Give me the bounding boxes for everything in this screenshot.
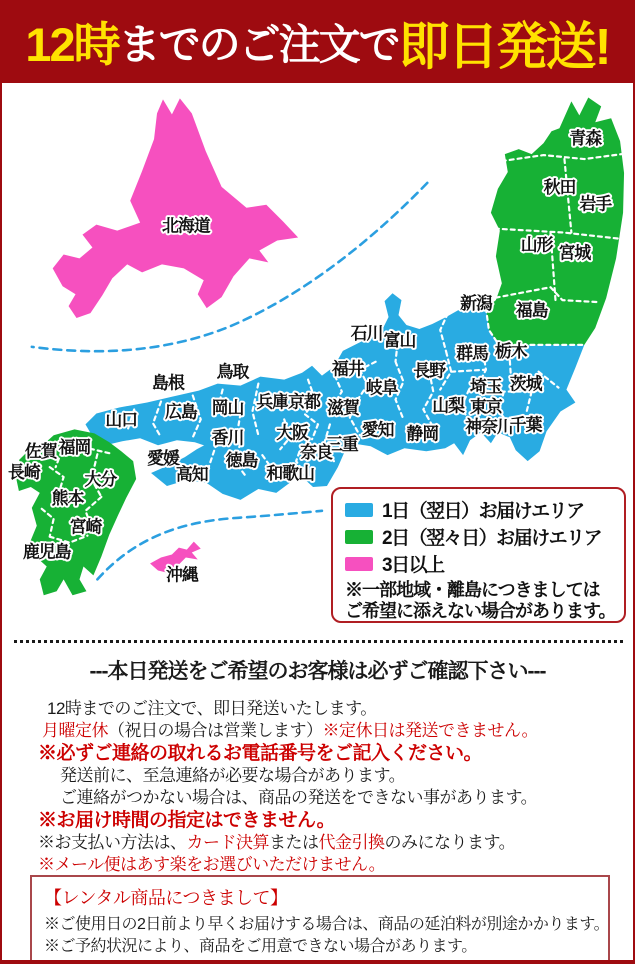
notice-text-segment: カード決算: [186, 833, 269, 852]
prefecture-label: 和歌山: [266, 464, 315, 484]
prefecture-label: 長崎: [7, 463, 40, 483]
banner-deadline-text: 12時: [25, 18, 119, 71]
prefecture-label: 奈良: [300, 443, 332, 463]
notice-text-segment: ご連絡がつかない場合は、商品の発送をできない事があります。: [60, 788, 538, 807]
notice-line: [38, 832, 626, 854]
notice-line: [38, 809, 626, 832]
rental-line: ※ご予約状況により、商品をご用意できない場合があります。: [44, 938, 477, 955]
notice-line: [38, 854, 626, 876]
prefecture-label: 山梨: [432, 396, 465, 416]
banner-middle-text: までのご注文で: [118, 20, 399, 68]
prefecture-label: 山口: [105, 410, 138, 430]
prefecture-label: 広島: [164, 402, 197, 422]
same-day-shipping-banner: [0, 0, 635, 83]
delivery-legend: [331, 487, 626, 623]
legend-note-line2: ご希望に添えない場合があります。: [345, 601, 616, 621]
route-arc-south: [97, 511, 322, 580]
prefecture-label: 徳島: [225, 451, 258, 471]
notice-line: [47, 698, 626, 720]
prefecture-label: 富山: [383, 330, 416, 350]
notice-text-segment: 代金引換: [318, 833, 385, 852]
notice-text-segment: ※お支払い方法は、: [38, 833, 187, 852]
rental-title: 【レンタル商品につきまして】: [44, 888, 288, 908]
legend-item-label: 3日以上: [382, 555, 444, 576]
prefecture-label: 岩手: [579, 194, 612, 214]
notice-lines: [38, 698, 626, 876]
prefecture-label: 三重: [325, 435, 358, 455]
prefecture-label: 福岡: [58, 438, 91, 458]
prefecture-label: 岡山: [211, 398, 244, 418]
prefecture-label: 千葉: [509, 415, 542, 435]
prefecture-label: 沖縄: [165, 565, 198, 585]
prefecture-label: 栃木: [494, 341, 527, 361]
banner-highlight-text: 即日発送!: [398, 17, 610, 75]
prefecture-label: 大阪: [276, 423, 309, 443]
notice-line: [60, 787, 626, 809]
prefecture-label: 群馬: [456, 343, 488, 363]
notice-line: [60, 765, 626, 787]
tohoku-region: [486, 97, 624, 344]
prefecture-label: 長野: [413, 361, 446, 381]
notice-text-segment: （祝日の場合は営業します）: [108, 721, 323, 740]
prefecture-label: 福井: [331, 359, 364, 379]
notice-text-segment: ※お届け時間の指定はできません。: [38, 810, 336, 831]
prefecture-label: 愛媛: [147, 449, 179, 469]
prefecture-label: 東京: [470, 397, 502, 417]
rental-line: ※ご使用日の2日前より早くお届けする場合は、商品の延泊料が別途かかります。: [44, 916, 610, 933]
prefecture-label: 福島: [515, 301, 548, 321]
prefecture-label: 石川: [350, 323, 383, 343]
legend-note: [345, 580, 618, 622]
notice-text-segment: ※必ずご連絡の取れるお電話番号をご記入ください。: [38, 743, 483, 764]
prefecture-label: 鹿児島: [22, 542, 71, 562]
prefecture-label: 茨城: [509, 374, 542, 394]
notice-text-segment: 発送前に、至急連絡が必要な場合があります。: [60, 766, 406, 785]
prefecture-label: 香川: [211, 428, 244, 448]
notice-text-segment: のみになります。: [384, 833, 516, 852]
prefecture-label: 新潟: [460, 294, 492, 314]
prefecture-label: 鳥取: [216, 362, 249, 382]
prefecture-label: 愛知: [361, 420, 394, 440]
prefecture-label: 静岡: [406, 424, 439, 444]
legend-note-line1: ※一部地域・離島につきましては: [345, 580, 600, 600]
prefecture-label: 熊本: [51, 488, 84, 508]
prefecture-label: 大分: [84, 469, 117, 489]
legend-item: [345, 550, 618, 577]
dotted-divider: [14, 640, 623, 643]
rental-lines: [44, 914, 610, 958]
legend-items: [345, 496, 618, 577]
prefecture-label: 高知: [175, 465, 208, 485]
rental-box: [30, 875, 610, 964]
prefecture-label: 宮城: [558, 243, 591, 263]
prefecture-label: 青森: [569, 129, 602, 149]
notice-line: [42, 720, 626, 742]
prefecture-label: 北海道: [162, 216, 210, 236]
prefecture-label: 神奈川: [465, 417, 513, 437]
prefecture-label: 岐阜: [365, 378, 398, 398]
prefecture-label: 佐賀: [24, 442, 57, 462]
prefecture-label: 滋賀: [326, 398, 359, 418]
prefecture-label: 秋田: [543, 177, 576, 197]
prefecture-label: 京都: [288, 392, 320, 412]
legend-color-swatch: [345, 530, 373, 544]
prefecture-label: 埼玉: [470, 377, 502, 397]
notice-text-segment: または: [269, 833, 319, 852]
notice-text-segment: ※メール便はあす楽をお選びいただけません。: [38, 855, 386, 874]
legend-color-swatch: [345, 503, 373, 517]
notice-text-segment: 12時までのご注文で、即日発送いたします。: [47, 699, 377, 718]
legend-item-label: 2日（翌々日）お届けエリア: [382, 528, 602, 549]
confirm-heading: ---本日発送をご希望のお客様は必ずご確認下さい---: [89, 660, 546, 683]
legend-item-label: 1日（翌日）お届けエリア: [382, 501, 584, 522]
prefecture-label: 島根: [152, 373, 184, 393]
prefecture-label: 兵庫: [256, 392, 289, 412]
prefecture-label: 山形: [520, 235, 553, 255]
legend-item: [345, 496, 618, 523]
hokkaido-island: [53, 98, 298, 318]
legend-color-swatch: [345, 557, 373, 571]
prefecture-label: 宮崎: [69, 517, 102, 537]
legend-item: [345, 523, 618, 550]
notice-line: [38, 742, 626, 765]
notice-text-segment: 月曜定休: [42, 721, 108, 740]
notice-text-segment: ※定休日は発送できません。: [322, 721, 539, 740]
